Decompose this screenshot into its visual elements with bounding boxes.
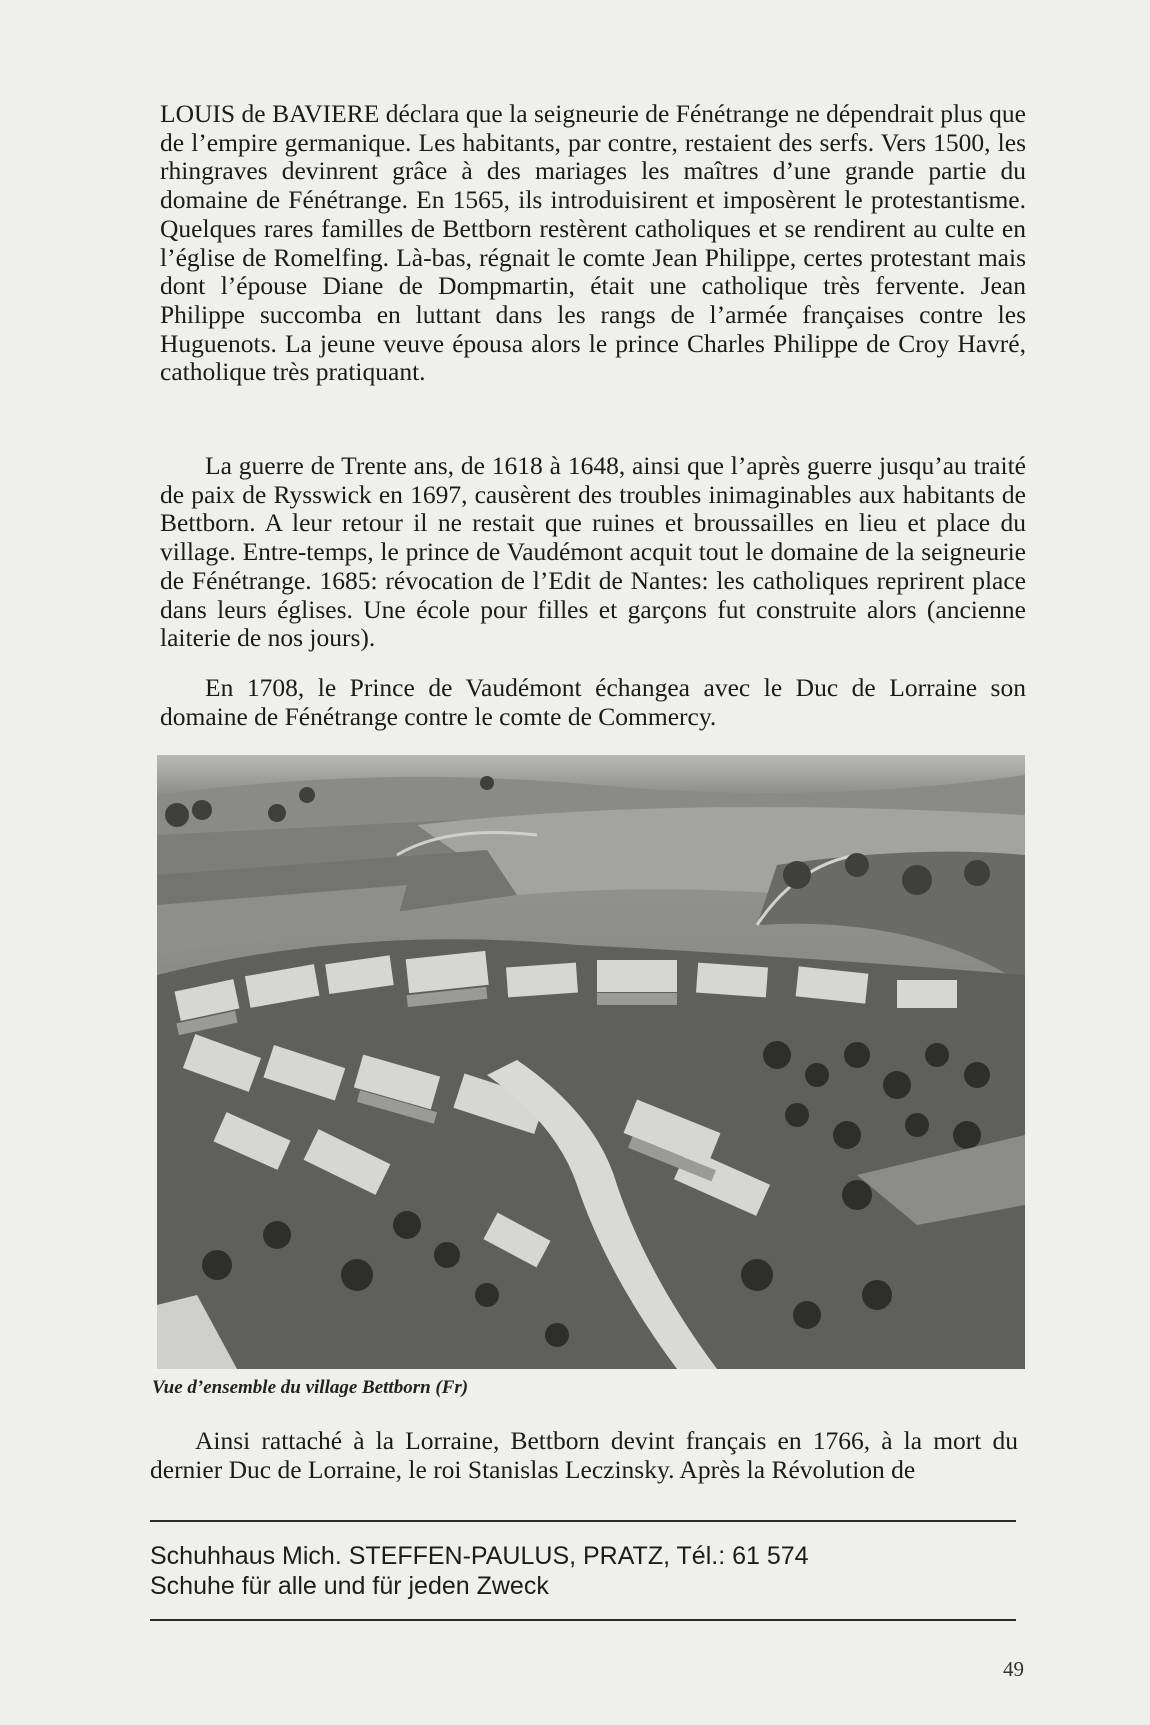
paragraph-4: Ainsi rattaché à la Lorraine, Bettborn devint français en 1766, à la mort du dernier Duc de Lorraine, le roi Stanislas Leczinsky. Après la Révolution de (150, 1426, 1018, 1484)
advertisement-line-1: Schuhhaus Mich. STEFFEN-PAULUS, PRATZ, Tél.: 61 574 (150, 1542, 809, 1570)
photo-caption: Vue d’ensemble du village Bettborn (Fr) (152, 1377, 469, 1398)
village-aerial-illustration (157, 755, 1025, 1369)
village-aerial-photo (157, 755, 1025, 1369)
page-number: 49 (1003, 1657, 1024, 1681)
ad-top-rule (150, 1520, 1016, 1522)
paragraph-2: La guerre de Trente ans, de 1618 à 1648, ainsi que l’après guerre jusqu’au traité de paix de Rysswick en 1697, causèrent des troubles inimaginables aux habitants de Bettborn. A leur retour il ne restait que ruines et broussailles en lieu et place du village. Entre-temps, le prince de Vaudémont acquit tout le domaine de la seigneurie de Fénétrange. 1685: révocation de l’Edit de Nantes: les catholiques reprirent place dans leurs églises. Une école pour filles et garçons fut construite alors (ancienne laiterie de nos jours). (160, 451, 1026, 653)
ad-bottom-rule (150, 1619, 1016, 1621)
paragraph-3: En 1708, le Prince de Vaudémont échangea avec le Duc de Lorraine son domaine de Fénétrange contre le comte de Commercy. (160, 673, 1026, 731)
advertisement-line-2: Schuhe für alle und für jeden Zweck (150, 1572, 549, 1600)
paragraph-1: LOUIS de BAVIERE déclara que la seigneurie de Fénétrange ne dépendrait plus que de l’empire germanique. Les habitants, par contre, restaient des serfs. Vers 1500, les rhingraves devinrent grâce à des mariages les maîtres d’une grande partie du domaine de Fénétrange. En 1565, ils introduisirent et imposèrent le protestantisme. Quelques rares familles de Bettborn restèrent catholiques et se rendirent au culte en l’église de Romelfing. Là-bas, régnait le comte Jean Philippe, certes protestant mais dont l’épouse Diane de Dompmartin, était une catholique très fervente. Jean Philippe succomba en luttant dans les rangs de l’armée françaises contre les Huguenots. La jeune veuve épousa alors le prince Charles Philippe de Croy Havré, catholique très pratiquant. (160, 99, 1026, 387)
